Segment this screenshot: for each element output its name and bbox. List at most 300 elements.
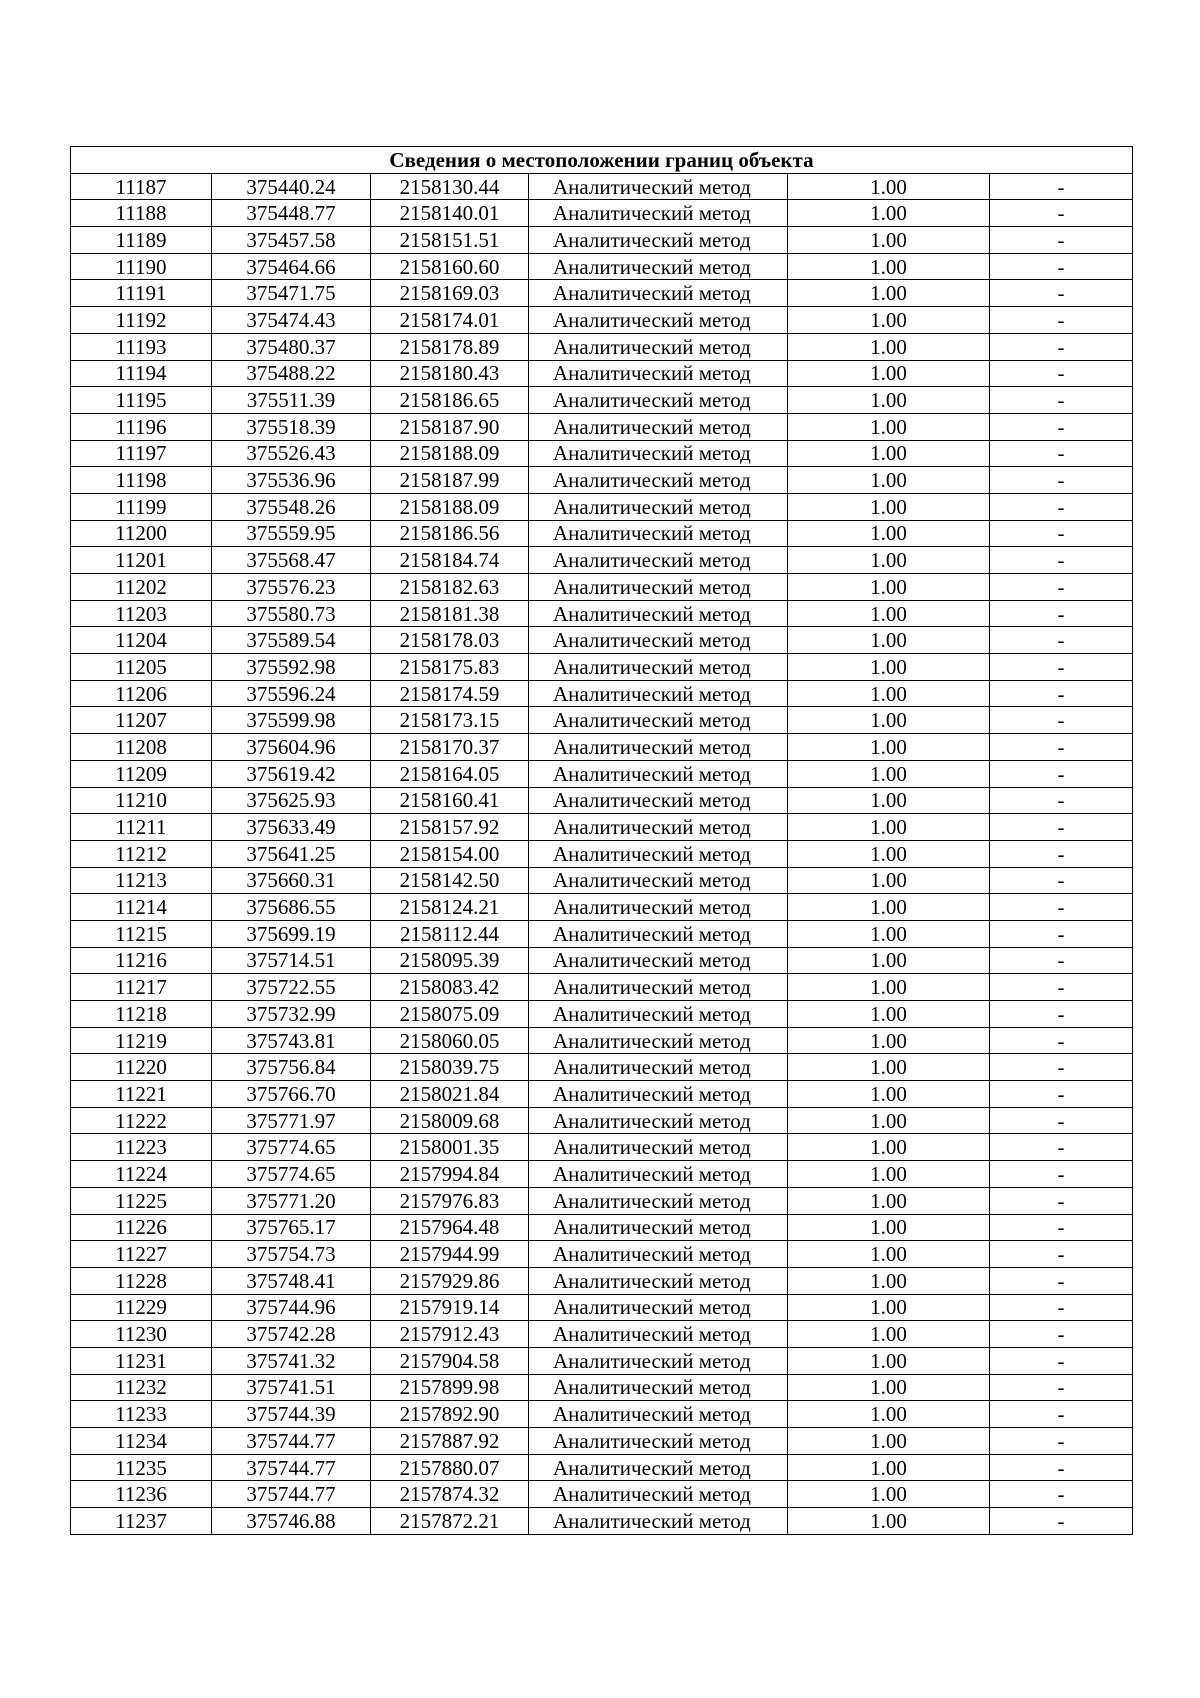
table-row [71, 920, 1133, 947]
x-coordinate-cell: 375756.84 [212, 1054, 371, 1081]
x-coordinate-cell: 375576.23 [212, 574, 371, 601]
accuracy-cell: 1.00 [788, 1134, 990, 1161]
point-number-cell: 11206 [71, 680, 212, 707]
x-coordinate-cell: 375743.81 [212, 1027, 371, 1054]
point-number-cell: 11218 [71, 1001, 212, 1028]
x-coordinate-cell: 375714.51 [212, 947, 371, 974]
table-row [71, 1481, 1133, 1508]
description-cell: - [990, 520, 1133, 547]
x-coordinate-cell: 375732.99 [212, 1001, 371, 1028]
y-coordinate-cell: 2158180.43 [371, 360, 529, 387]
y-coordinate-cell: 2158160.41 [371, 787, 529, 814]
method-cell: Аналитический метод [529, 1428, 788, 1455]
point-number-cell: 11210 [71, 787, 212, 814]
accuracy-cell: 1.00 [788, 840, 990, 867]
description-cell: - [990, 680, 1133, 707]
y-coordinate-cell: 2157929.86 [371, 1267, 529, 1294]
method-cell: Аналитический метод [529, 707, 788, 734]
point-number-cell: 11200 [71, 520, 212, 547]
y-coordinate-cell: 2158130.44 [371, 173, 529, 200]
point-number-cell: 11190 [71, 253, 212, 280]
y-coordinate-cell: 2157904.58 [371, 1347, 529, 1374]
y-coordinate-cell: 2158186.65 [371, 387, 529, 414]
y-coordinate-cell: 2158151.51 [371, 227, 529, 254]
x-coordinate-cell: 375568.47 [212, 547, 371, 574]
method-cell: Аналитический метод [529, 413, 788, 440]
y-coordinate-cell: 2158178.89 [371, 333, 529, 360]
table-row [71, 947, 1133, 974]
point-number-cell: 11217 [71, 974, 212, 1001]
x-coordinate-cell: 375660.31 [212, 867, 371, 894]
accuracy-cell: 1.00 [788, 547, 990, 574]
description-cell: - [990, 600, 1133, 627]
accuracy-cell: 1.00 [788, 1454, 990, 1481]
x-coordinate-cell: 375474.43 [212, 307, 371, 334]
point-number-cell: 11219 [71, 1027, 212, 1054]
method-cell: Аналитический метод [529, 547, 788, 574]
x-coordinate-cell: 375480.37 [212, 333, 371, 360]
accuracy-cell: 1.00 [788, 1081, 990, 1108]
method-cell: Аналитический метод [529, 867, 788, 894]
description-cell: - [990, 227, 1133, 254]
method-cell: Аналитический метод [529, 814, 788, 841]
accuracy-cell: 1.00 [788, 1481, 990, 1508]
table-row [71, 1508, 1133, 1535]
method-cell: Аналитический метод [529, 734, 788, 761]
x-coordinate-cell: 375744.77 [212, 1481, 371, 1508]
method-cell: Аналитический метод [529, 1241, 788, 1268]
table-row [71, 707, 1133, 734]
method-cell: Аналитический метод [529, 574, 788, 601]
description-cell: - [990, 1187, 1133, 1214]
description-cell: - [990, 1347, 1133, 1374]
y-coordinate-cell: 2158140.01 [371, 200, 529, 227]
y-coordinate-cell: 2158187.99 [371, 467, 529, 494]
method-cell: Аналитический метод [529, 1081, 788, 1108]
point-number-cell: 11192 [71, 307, 212, 334]
x-coordinate-cell: 375596.24 [212, 680, 371, 707]
table-row [71, 1054, 1133, 1081]
method-cell: Аналитический метод [529, 227, 788, 254]
description-cell: - [990, 1134, 1133, 1161]
method-cell: Аналитический метод [529, 387, 788, 414]
point-number-cell: 11220 [71, 1054, 212, 1081]
accuracy-cell: 1.00 [788, 1428, 990, 1455]
description-cell: - [990, 1321, 1133, 1348]
y-coordinate-cell: 2158184.74 [371, 547, 529, 574]
description-cell: - [990, 787, 1133, 814]
point-number-cell: 11203 [71, 600, 212, 627]
accuracy-cell: 1.00 [788, 173, 990, 200]
point-number-cell: 11236 [71, 1481, 212, 1508]
method-cell: Аналитический метод [529, 253, 788, 280]
point-number-cell: 11209 [71, 760, 212, 787]
table-title-row [71, 147, 1133, 174]
method-cell: Аналитический метод [529, 760, 788, 787]
point-number-cell: 11214 [71, 894, 212, 921]
y-coordinate-cell: 2157976.83 [371, 1187, 529, 1214]
method-cell: Аналитический метод [529, 1347, 788, 1374]
point-number-cell: 11205 [71, 654, 212, 681]
table-row [71, 680, 1133, 707]
accuracy-cell: 1.00 [788, 894, 990, 921]
x-coordinate-cell: 375548.26 [212, 493, 371, 520]
method-cell: Аналитический метод [529, 307, 788, 334]
y-coordinate-cell: 2158174.01 [371, 307, 529, 334]
x-coordinate-cell: 375518.39 [212, 413, 371, 440]
method-cell: Аналитический метод [529, 920, 788, 947]
x-coordinate-cell: 375766.70 [212, 1081, 371, 1108]
y-coordinate-cell: 2158001.35 [371, 1134, 529, 1161]
x-coordinate-cell: 375774.65 [212, 1161, 371, 1188]
point-number-cell: 11189 [71, 227, 212, 254]
table-row [71, 200, 1133, 227]
table-row [71, 1294, 1133, 1321]
accuracy-cell: 1.00 [788, 1508, 990, 1535]
table-row [71, 333, 1133, 360]
description-cell: - [990, 253, 1133, 280]
y-coordinate-cell: 2158188.09 [371, 440, 529, 467]
y-coordinate-cell: 2157874.32 [371, 1481, 529, 1508]
x-coordinate-cell: 375633.49 [212, 814, 371, 841]
y-coordinate-cell: 2158157.92 [371, 814, 529, 841]
description-cell: - [990, 1428, 1133, 1455]
y-coordinate-cell: 2158039.75 [371, 1054, 529, 1081]
table-row [71, 387, 1133, 414]
y-coordinate-cell: 2157892.90 [371, 1401, 529, 1428]
accuracy-cell: 1.00 [788, 467, 990, 494]
table-row [71, 1134, 1133, 1161]
table-row [71, 440, 1133, 467]
accuracy-cell: 1.00 [788, 1214, 990, 1241]
accuracy-cell: 1.00 [788, 787, 990, 814]
accuracy-cell: 1.00 [788, 1401, 990, 1428]
x-coordinate-cell: 375464.66 [212, 253, 371, 280]
point-number-cell: 11199 [71, 493, 212, 520]
x-coordinate-cell: 375771.20 [212, 1187, 371, 1214]
table-row [71, 654, 1133, 681]
method-cell: Аналитический метод [529, 1267, 788, 1294]
x-coordinate-cell: 375741.32 [212, 1347, 371, 1374]
table-row [71, 520, 1133, 547]
point-number-cell: 11216 [71, 947, 212, 974]
table-row [71, 1267, 1133, 1294]
x-coordinate-cell: 375744.39 [212, 1401, 371, 1428]
method-cell: Аналитический метод [529, 1187, 788, 1214]
table-row [71, 1081, 1133, 1108]
table-row [71, 814, 1133, 841]
x-coordinate-cell: 375744.77 [212, 1428, 371, 1455]
point-number-cell: 11207 [71, 707, 212, 734]
y-coordinate-cell: 2157912.43 [371, 1321, 529, 1348]
method-cell: Аналитический метод [529, 1401, 788, 1428]
y-coordinate-cell: 2158112.44 [371, 920, 529, 947]
description-cell: - [990, 840, 1133, 867]
accuracy-cell: 1.00 [788, 1027, 990, 1054]
description-cell: - [990, 947, 1133, 974]
table-title: Сведения о местоположении границ объекта [71, 147, 1133, 174]
x-coordinate-cell: 375599.98 [212, 707, 371, 734]
accuracy-cell: 1.00 [788, 654, 990, 681]
y-coordinate-cell: 2158083.42 [371, 974, 529, 1001]
accuracy-cell: 1.00 [788, 974, 990, 1001]
y-coordinate-cell: 2158160.60 [371, 253, 529, 280]
description-cell: - [990, 413, 1133, 440]
y-coordinate-cell: 2158181.38 [371, 600, 529, 627]
x-coordinate-cell: 375686.55 [212, 894, 371, 921]
point-number-cell: 11212 [71, 840, 212, 867]
point-number-cell: 11234 [71, 1428, 212, 1455]
point-number-cell: 11213 [71, 867, 212, 894]
description-cell: - [990, 974, 1133, 1001]
y-coordinate-cell: 2158124.21 [371, 894, 529, 921]
table-row [71, 734, 1133, 761]
table-row [71, 493, 1133, 520]
x-coordinate-cell: 375742.28 [212, 1321, 371, 1348]
table-row [71, 574, 1133, 601]
method-cell: Аналитический метод [529, 173, 788, 200]
point-number-cell: 11194 [71, 360, 212, 387]
description-cell: - [990, 867, 1133, 894]
method-cell: Аналитический метод [529, 467, 788, 494]
description-cell: - [990, 1241, 1133, 1268]
x-coordinate-cell: 375625.93 [212, 787, 371, 814]
method-cell: Аналитический метод [529, 440, 788, 467]
method-cell: Аналитический метод [529, 840, 788, 867]
x-coordinate-cell: 375741.51 [212, 1374, 371, 1401]
y-coordinate-cell: 2158187.90 [371, 413, 529, 440]
y-coordinate-cell: 2157944.99 [371, 1241, 529, 1268]
accuracy-cell: 1.00 [788, 1107, 990, 1134]
point-number-cell: 11230 [71, 1321, 212, 1348]
method-cell: Аналитический метод [529, 1107, 788, 1134]
table-body [71, 173, 1133, 1534]
table-row [71, 1428, 1133, 1455]
y-coordinate-cell: 2158060.05 [371, 1027, 529, 1054]
y-coordinate-cell: 2158178.03 [371, 627, 529, 654]
accuracy-cell: 1.00 [788, 360, 990, 387]
point-number-cell: 11228 [71, 1267, 212, 1294]
accuracy-cell: 1.00 [788, 1294, 990, 1321]
point-number-cell: 11211 [71, 814, 212, 841]
accuracy-cell: 1.00 [788, 493, 990, 520]
description-cell: - [990, 1508, 1133, 1535]
accuracy-cell: 1.00 [788, 1187, 990, 1214]
y-coordinate-cell: 2157887.92 [371, 1428, 529, 1455]
point-number-cell: 11196 [71, 413, 212, 440]
method-cell: Аналитический метод [529, 493, 788, 520]
table-row [71, 413, 1133, 440]
x-coordinate-cell: 375488.22 [212, 360, 371, 387]
accuracy-cell: 1.00 [788, 307, 990, 334]
accuracy-cell: 1.00 [788, 574, 990, 601]
table-row [71, 1454, 1133, 1481]
description-cell: - [990, 894, 1133, 921]
point-number-cell: 11202 [71, 574, 212, 601]
y-coordinate-cell: 2157872.21 [371, 1508, 529, 1535]
table-row [71, 1161, 1133, 1188]
accuracy-cell: 1.00 [788, 1374, 990, 1401]
accuracy-cell: 1.00 [788, 1347, 990, 1374]
table-row [71, 173, 1133, 200]
table-row [71, 307, 1133, 334]
accuracy-cell: 1.00 [788, 814, 990, 841]
point-number-cell: 11221 [71, 1081, 212, 1108]
description-cell: - [990, 1294, 1133, 1321]
accuracy-cell: 1.00 [788, 520, 990, 547]
description-cell: - [990, 360, 1133, 387]
y-coordinate-cell: 2158170.37 [371, 734, 529, 761]
point-number-cell: 11232 [71, 1374, 212, 1401]
x-coordinate-cell: 375619.42 [212, 760, 371, 787]
method-cell: Аналитический метод [529, 1054, 788, 1081]
description-cell: - [990, 493, 1133, 520]
point-number-cell: 11188 [71, 200, 212, 227]
table-row [71, 1401, 1133, 1428]
point-number-cell: 11224 [71, 1161, 212, 1188]
table-row [71, 227, 1133, 254]
x-coordinate-cell: 375722.55 [212, 974, 371, 1001]
x-coordinate-cell: 375526.43 [212, 440, 371, 467]
description-cell: - [990, 920, 1133, 947]
accuracy-cell: 1.00 [788, 600, 990, 627]
accuracy-cell: 1.00 [788, 280, 990, 307]
method-cell: Аналитический метод [529, 654, 788, 681]
accuracy-cell: 1.00 [788, 1241, 990, 1268]
method-cell: Аналитический метод [529, 1321, 788, 1348]
table-row [71, 1187, 1133, 1214]
description-cell: - [990, 440, 1133, 467]
description-cell: - [990, 1267, 1133, 1294]
x-coordinate-cell: 375511.39 [212, 387, 371, 414]
x-coordinate-cell: 375748.41 [212, 1267, 371, 1294]
point-number-cell: 11235 [71, 1454, 212, 1481]
accuracy-cell: 1.00 [788, 867, 990, 894]
point-number-cell: 11197 [71, 440, 212, 467]
y-coordinate-cell: 2158173.15 [371, 707, 529, 734]
table-row [71, 1374, 1133, 1401]
method-cell: Аналитический метод [529, 1454, 788, 1481]
point-number-cell: 11229 [71, 1294, 212, 1321]
table-row [71, 974, 1133, 1001]
accuracy-cell: 1.00 [788, 253, 990, 280]
point-number-cell: 11227 [71, 1241, 212, 1268]
description-cell: - [990, 387, 1133, 414]
y-coordinate-cell: 2158164.05 [371, 760, 529, 787]
description-cell: - [990, 734, 1133, 761]
x-coordinate-cell: 375440.24 [212, 173, 371, 200]
method-cell: Аналитический метод [529, 974, 788, 1001]
description-cell: - [990, 574, 1133, 601]
description-cell: - [990, 1001, 1133, 1028]
accuracy-cell: 1.00 [788, 413, 990, 440]
accuracy-cell: 1.00 [788, 387, 990, 414]
method-cell: Аналитический метод [529, 200, 788, 227]
method-cell: Аналитический метод [529, 1027, 788, 1054]
description-cell: - [990, 200, 1133, 227]
x-coordinate-cell: 375771.97 [212, 1107, 371, 1134]
point-number-cell: 11193 [71, 333, 212, 360]
description-cell: - [990, 1107, 1133, 1134]
table-row [71, 787, 1133, 814]
description-cell: - [990, 333, 1133, 360]
accuracy-cell: 1.00 [788, 947, 990, 974]
y-coordinate-cell: 2158182.63 [371, 574, 529, 601]
description-cell: - [990, 1454, 1133, 1481]
method-cell: Аналитический метод [529, 600, 788, 627]
point-number-cell: 11222 [71, 1107, 212, 1134]
accuracy-cell: 1.00 [788, 440, 990, 467]
point-number-cell: 11225 [71, 1187, 212, 1214]
method-cell: Аналитический метод [529, 1294, 788, 1321]
accuracy-cell: 1.00 [788, 227, 990, 254]
y-coordinate-cell: 2158186.56 [371, 520, 529, 547]
table-row [71, 1347, 1133, 1374]
point-number-cell: 11231 [71, 1347, 212, 1374]
description-cell: - [990, 1054, 1133, 1081]
table-row [71, 280, 1133, 307]
description-cell: - [990, 1374, 1133, 1401]
accuracy-cell: 1.00 [788, 707, 990, 734]
method-cell: Аналитический метод [529, 627, 788, 654]
x-coordinate-cell: 375536.96 [212, 467, 371, 494]
point-number-cell: 11191 [71, 280, 212, 307]
description-cell: - [990, 1214, 1133, 1241]
description-cell: - [990, 1161, 1133, 1188]
description-cell: - [990, 1081, 1133, 1108]
point-number-cell: 11215 [71, 920, 212, 947]
table-row [71, 760, 1133, 787]
table-row [71, 840, 1133, 867]
table-row [71, 547, 1133, 574]
table-row [71, 467, 1133, 494]
description-cell: - [990, 467, 1133, 494]
x-coordinate-cell: 375604.96 [212, 734, 371, 761]
table-row [71, 600, 1133, 627]
method-cell: Аналитический метод [529, 947, 788, 974]
method-cell: Аналитический метод [529, 520, 788, 547]
description-cell: - [990, 173, 1133, 200]
method-cell: Аналитический метод [529, 1508, 788, 1535]
description-cell: - [990, 814, 1133, 841]
method-cell: Аналитический метод [529, 1001, 788, 1028]
description-cell: - [990, 654, 1133, 681]
x-coordinate-cell: 375471.75 [212, 280, 371, 307]
accuracy-cell: 1.00 [788, 333, 990, 360]
x-coordinate-cell: 375589.54 [212, 627, 371, 654]
y-coordinate-cell: 2158021.84 [371, 1081, 529, 1108]
accuracy-cell: 1.00 [788, 200, 990, 227]
y-coordinate-cell: 2158154.00 [371, 840, 529, 867]
point-number-cell: 11226 [71, 1214, 212, 1241]
table-row [71, 1321, 1133, 1348]
table-row [71, 1027, 1133, 1054]
method-cell: Аналитический метод [529, 360, 788, 387]
description-cell: - [990, 547, 1133, 574]
point-number-cell: 11223 [71, 1134, 212, 1161]
point-number-cell: 11237 [71, 1508, 212, 1535]
point-number-cell: 11198 [71, 467, 212, 494]
description-cell: - [990, 1481, 1133, 1508]
table-row [71, 894, 1133, 921]
y-coordinate-cell: 2157880.07 [371, 1454, 529, 1481]
description-cell: - [990, 307, 1133, 334]
x-coordinate-cell: 375754.73 [212, 1241, 371, 1268]
point-number-cell: 11208 [71, 734, 212, 761]
description-cell: - [990, 280, 1133, 307]
accuracy-cell: 1.00 [788, 734, 990, 761]
method-cell: Аналитический метод [529, 787, 788, 814]
